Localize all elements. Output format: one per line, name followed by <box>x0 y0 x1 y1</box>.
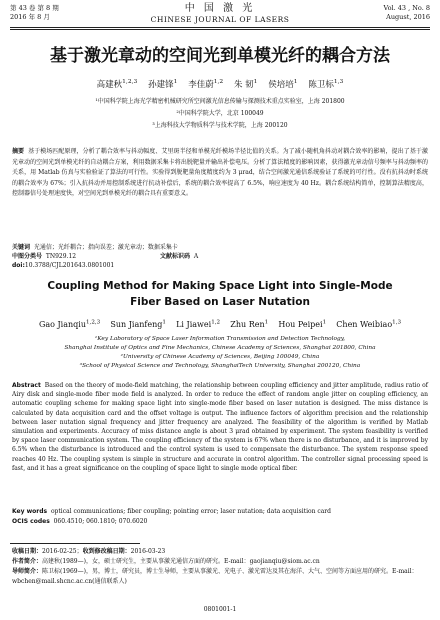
author-intro-label: 作者简介： <box>12 558 43 565</box>
keywords-cn <box>12 243 178 252</box>
header-volume: 第 43 卷 第 8 期 <box>10 4 59 12</box>
author-sup: 1,2 <box>213 78 224 86</box>
revised-label: 收到修改稿日期： <box>82 548 131 555</box>
header-volume-en: Vol. 43 , No. 8 <box>383 4 430 12</box>
ocis-codes <box>12 517 428 526</box>
affiliation-cn-3: ³上海科技大学物质科学与技术学院，上海 200120 <box>152 122 288 129</box>
paper-title-en-line1: Coupling Method for Making Space Light into Single-Mode <box>47 280 393 292</box>
keywords-en <box>12 507 428 516</box>
advisor-intro: 陈卫标(1969—)，男，博士，研究员，博士生导师，主要从事激光、光电子、激光雷达及其在海洋、大气、空间等方面应用的研究。E-mail：wbchen@mail.shcnc.ac.cn(通信联系人) <box>12 568 418 585</box>
abstract-en-label: Abstract <box>12 382 41 389</box>
author-name: 孙建锋 <box>148 80 174 90</box>
author-name-en: Chen Weibiao <box>336 320 393 329</box>
ocis-label: OCIS codes <box>12 518 50 525</box>
header-center <box>0 3 440 24</box>
author-name: 陈卫标 <box>308 80 334 90</box>
header-date-en: August, 2016 <box>386 13 430 21</box>
doi-label: doi: <box>12 262 25 269</box>
author-sup: 1,3 <box>333 78 344 86</box>
ocis-value: 060.4510; 060.1810; 070.6020 <box>53 518 148 525</box>
keywords-en-label: Key words <box>12 508 48 515</box>
author-name-en: Hou Peipei <box>278 320 323 329</box>
keywords-cn-text: 光通信；光纤耦合；指向误差；激光章动；数据采集卡 <box>33 244 178 251</box>
affiliation-en-4: ³School of Physical Science and Technology, ShanghaiTech University, Shanghai 200120, China <box>79 363 361 369</box>
author-sup-en: 1 <box>322 319 327 326</box>
paper-title-en <box>10 278 430 310</box>
journal-name-en: CHINESE JOURNAL OF LASERS <box>150 15 290 24</box>
revised-date: 2016-03-23 <box>130 548 166 555</box>
author-name-en: Sun Jianfeng <box>110 320 163 329</box>
affiliation-cn-1: ¹中国科学院上海光学精密机械研究所空间激光信息传输与探测技术重点实验室，上海 201800 <box>95 98 345 105</box>
author-sup: 1 <box>293 78 298 86</box>
author-list-en <box>10 320 430 330</box>
paper-title-en-line2: Fiber Based on Laser Nutation <box>130 296 310 308</box>
keywords-en-text: optical communications; fiber coupling; pointing error; laser nutation; data acquisition card <box>50 508 332 515</box>
journal-name-cn: 中 国 激 光 <box>184 3 256 14</box>
affiliation-en-2: Shanghai Institute of Optics and Fine Mechanics, Chinese Academy of Sciences, Shanghai 201800, China <box>64 345 376 351</box>
doi-value: 10.3788/CJL201643.0801001 <box>24 262 115 269</box>
abstract-en <box>12 381 428 473</box>
header-right <box>384 4 430 22</box>
abstract-en-text: Based on the theory of mode-field matching, the relationship between coupling efficiency and jitter amplitude, radius ratio of Airy disk and single-mode fiber mode field is analyzed. In order to reduce the effect of random angle jitter on coupling efficiency, an automatic coupling scheme for making space light into single-mode fiber based on laser nutation is designed. The miss distance is calculated by data acquisition card and the offset voltage is output. The influence factors of algorithm precision and the relationship between laser nutation signal frequency and jitter frequency are analyzed. The feasibility of the algorithm is verified by Matlab simulation and experiments. Accuracy of miss distance angle is about 3 μrad obtained by experiment. The system feasibility is verified by space laser communication system. The coupling efficiency of the system is 67% when there is no disturbance, and it is improved by 6.5% when the disturbance is introduced and the control system is used to compensate the disturbance. The system response speed reaches 40 Hz. The coupling system is simple in structure and accurate in control algorithm. The controller signal processing speed is fast, and it has a great significance on the coupling of space light to single mode optical fiber. <box>12 382 428 472</box>
doi <box>12 261 114 270</box>
document-code-value: A <box>193 253 199 260</box>
author-sup: 1 <box>253 78 258 86</box>
author-name: 高建秋 <box>96 80 123 90</box>
author-name: 李佳蔚 <box>188 80 214 90</box>
document-code <box>160 252 198 261</box>
footnote-dates <box>12 547 428 557</box>
document-code-label: 文献标识码 <box>160 253 191 260</box>
clc-label: 中图分类号 <box>12 253 43 260</box>
author-name: 侯培培 <box>268 80 294 90</box>
header-rule-double <box>10 29 430 30</box>
footnote-advisor <box>12 567 428 586</box>
author-sup: 1 <box>173 78 178 86</box>
author-sup: 1,2,3 <box>122 78 138 86</box>
footnote-author <box>12 557 428 567</box>
author-name-en: Zhu Ren <box>230 320 265 329</box>
author-name-en: Li Jiawei <box>176 320 212 329</box>
header-date-cn: 2016 年 8 月 <box>10 13 50 21</box>
author-name-en: Gao Jianqiu <box>38 320 86 329</box>
author-name: 朱 韧 <box>233 80 254 90</box>
clc-value: TN929.12 <box>45 253 77 260</box>
footnote-rule <box>10 543 140 544</box>
page-number: 0801001-1 <box>203 606 237 613</box>
received-label: 收稿日期： <box>12 548 43 555</box>
author-sup-en: 1 <box>162 319 166 326</box>
abstract-cn <box>12 147 428 200</box>
author-list-cn <box>10 80 430 91</box>
header-rule <box>10 27 430 28</box>
keywords-cn-label: 关键词 <box>12 244 31 251</box>
affiliation-cn-2: ²中国科学院大学，北京 100049 <box>176 110 264 117</box>
author-sup-en: 1,2 <box>211 319 221 326</box>
received-date: 2016-02-25； <box>42 548 83 555</box>
author-intro: 高建秋(1989—)，女，硕士研究生，主要从事激光通信方面的研究。E-mail：gaojianqiu@siom.ac.cn <box>42 558 320 565</box>
abstract-cn-text: 基于模场匹配原理，分析了耦合效率与抖动幅度、艾里斑半径和单模光纤模场半径比值的关系。为了减小随机角抖动对耦合效率的影响，提出了基于激光章动的空间光到单模光纤的自动耦合方案，利用数据采集卡将出脱靶量并输出补偿电压。分析了算法精度的影响因素，获得激光章动信号频率与抖动频率的关系，用 Matlab 仿真与实验验证了算法的可行性。实验得到脱靶量角度精度约为 3 μrad，结合空间激光通信系统验证了系统的可行性。没有抗抖动时系统的耦合效率为 67%；引入抗抖动并用控制系统进行抗动补偿后，系统的耦合效率提高了 6.5%，响应速度为 40 Hz。耦合系统结构简单，控制算法精度高，控制器信号处理速度快，对空间光到单模光纤的耦合具有重要意义。 <box>12 148 428 197</box>
abstract-cn-label: 摘要 <box>12 148 25 155</box>
advisor-intro-label: 导师简介： <box>12 568 43 575</box>
author-sup-en: 1,2,3 <box>85 319 101 326</box>
author-sup-en: 1,3 <box>392 319 402 326</box>
affiliation-en-1: ¹Key Laboratory of Space Laser Information Transmission and Detection Technology, <box>94 336 346 342</box>
author-sup-en: 1 <box>264 319 269 326</box>
paper-title-cn: 基于激光章动的空间光到单模光纤的耦合方法 <box>50 46 390 66</box>
clc-number <box>12 252 76 261</box>
affiliation-en-3: ²University of Chinese Academy of Sciences, Beijing 100049, China <box>120 354 320 360</box>
